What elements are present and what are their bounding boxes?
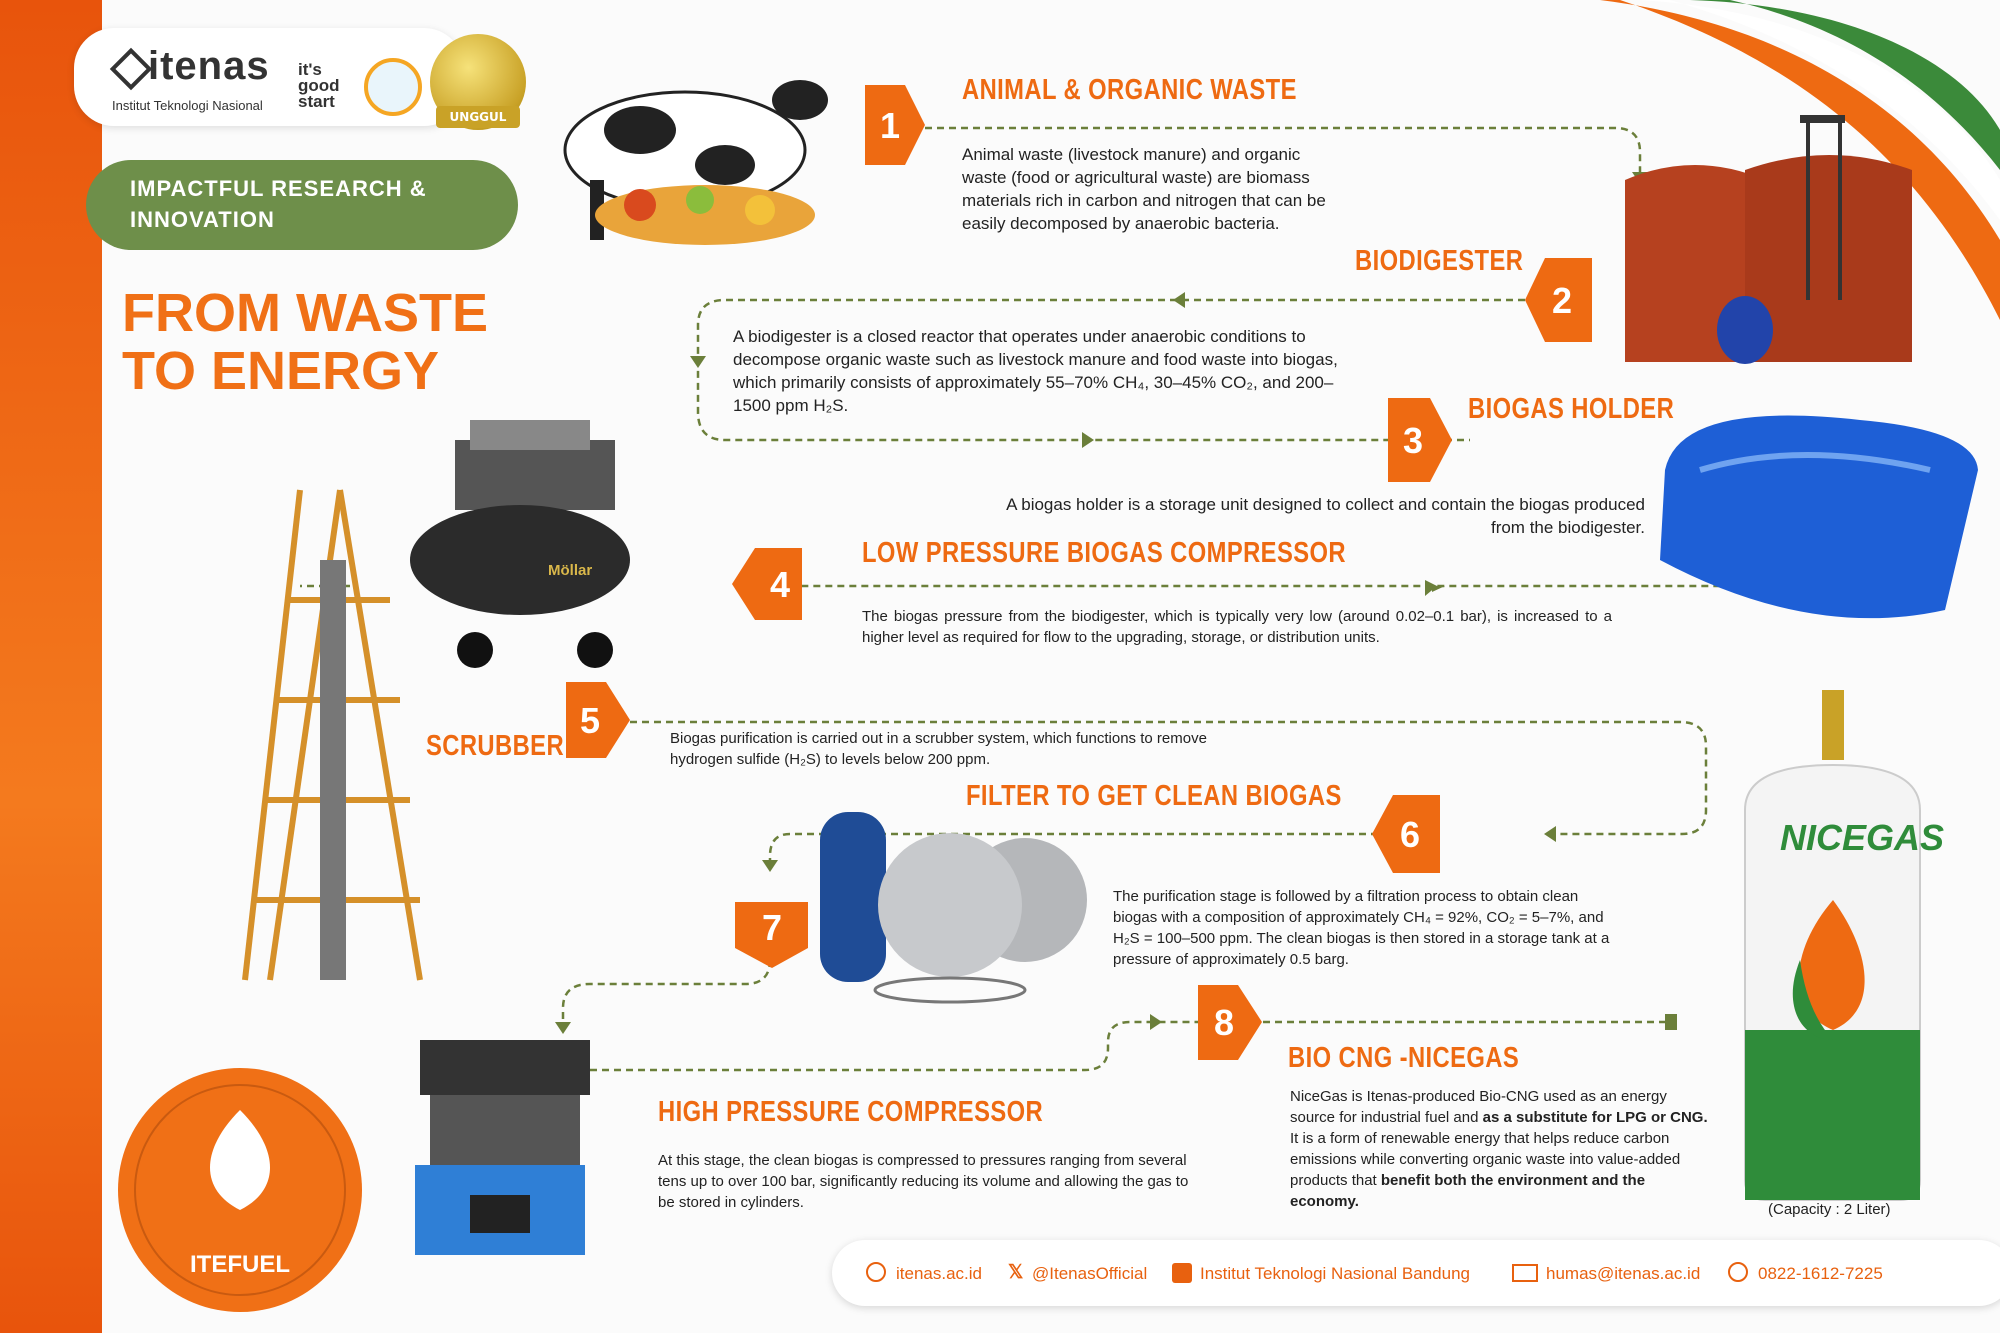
- nicegas-cylinder-illustration: [1745, 690, 1944, 1200]
- cylinder-brand-label: NICEGAS: [1780, 817, 1945, 858]
- step-number-3: 3: [1402, 420, 1424, 461]
- itefuel-logo: [118, 1068, 362, 1312]
- step-title-5: SCRUBBER: [426, 730, 565, 762]
- step-description-8: NiceGas is Itenas-produced Bio-CNG used as an energy source for industrial fuel and as a substitute for LPG or CNG. It is a form of renewable energy that helps reduce carbon emissions while converting organic waste into value-added products that benefit both the environment and the economy.: [1290, 1088, 1708, 1210]
- biodigester-illustration: [1625, 115, 1912, 364]
- step-title-4: LOW PRESSURE BIOGAS COMPRESSOR: [862, 537, 1346, 569]
- step-title-6: FILTER TO GET CLEAN BIOGAS: [966, 780, 1342, 812]
- step-number-2: 2: [1551, 280, 1573, 321]
- step-title-8: BIO CNG -NICEGAS: [1288, 1042, 1520, 1074]
- medal-label: UNGGUL: [436, 106, 520, 128]
- scrubber-tower-illustration: [245, 490, 420, 980]
- step-number-6: 6: [1399, 814, 1421, 855]
- itefuel-label: ITEFUEL: [190, 1251, 290, 1278]
- compressor-brand-label: Möllar: [548, 562, 593, 579]
- step-number-5: 5: [579, 700, 601, 741]
- website-link[interactable]: itenas.ac.id: [896, 1264, 982, 1283]
- step-title-3: BIOGAS HOLDER: [1468, 393, 1675, 425]
- cow-waste-illustration: [565, 80, 828, 245]
- step-number-8: 8: [1213, 1002, 1235, 1043]
- step-title-7: HIGH PRESSURE COMPRESSOR: [658, 1096, 1044, 1128]
- filter-tanks-illustration: [820, 812, 1087, 1002]
- category-pill: IMPACTFUL RESEARCH & INNOVATION: [86, 160, 518, 250]
- email-link[interactable]: humas@itenas.ac.id: [1546, 1264, 1701, 1283]
- step-badge-4: [732, 548, 802, 620]
- step-description-6: The purification stage is followed by a filtration process to obtain clean biogas with a composition of approximately CH₄ = 92%, CO₂ = 5–7%, and H₂S = 100–500 ppm. The clean biogas is then stored in a storage tank at a pressure of approximately 0.5 barg.: [1113, 888, 1610, 968]
- hero-title: FROM WASTE TO ENERGY: [122, 283, 488, 401]
- step-number-1: 1: [879, 105, 901, 146]
- step-number-4: 4: [769, 564, 791, 605]
- facebook-icon: [1172, 1263, 1192, 1283]
- logo-text: itenas: [148, 44, 270, 88]
- logo-subtitle: Institut Teknologi Nasional: [112, 98, 263, 113]
- cylinder-capacity: (Capacity : 2 Liter): [1768, 1201, 1891, 1218]
- step-description-4: The biogas pressure from the biodigester, which is typically very low (around 0.02–0.1 bar), is increased to a higher level as required for flow to the upgrading, storage, or distribution units.: [862, 608, 1612, 646]
- high-pressure-compressor-illustration: [415, 1040, 590, 1255]
- whatsapp-link[interactable]: 0822-1612-7225: [1758, 1264, 1883, 1283]
- x-handle-link[interactable]: @ItenasOfficial: [1032, 1264, 1148, 1283]
- step-description-1: Animal waste (livestock manure) and organic waste (food or agricultural waste) are biomass materials rich in carbon and nitrogen that can be easily decomposed by anaerobic bacteria.: [962, 145, 1326, 233]
- step-description-7: At this stage, the clean biogas is compressed to pressures ranging from several tens up to over 100 bar, significantly reducing its volume and allowing the gas to be stored in cylinders.: [658, 1152, 1189, 1211]
- low-pressure-compressor-illustration: [410, 420, 630, 668]
- step-description-2: A biodigester is a closed reactor that operates under anaerobic conditions to decompose organic waste such as livestock manure and food waste into biogas, which primarily consists of approximately 55–70% CH₄, 30–45% CO₂, and 200–1500 ppm H₂S.: [733, 327, 1338, 415]
- whatsapp-icon: [1728, 1262, 1748, 1282]
- step-number-7: 7: [761, 907, 783, 948]
- globe-icon: [866, 1262, 886, 1282]
- x-icon: 𝕏: [1008, 1262, 1024, 1283]
- step-description-5: Biogas purification is carried out in a scrubber system, which functions to remove hydrogen sulfide (H₂S) to levels below 200 ppm.: [670, 730, 1207, 768]
- email-icon: [1512, 1264, 1538, 1282]
- tagline: it's good start: [298, 60, 340, 111]
- biogas-holder-illustration: [1660, 416, 1978, 619]
- step-title-2: BIODIGESTER: [1355, 245, 1524, 277]
- facebook-link[interactable]: Institut Teknologi Nasional Bandung: [1200, 1264, 1470, 1283]
- step-title-1: ANIMAL & ORGANIC WASTE: [962, 74, 1297, 106]
- step-description-3: A biogas holder is a storage unit designed to collect and contain the biogas produced from the biodigester.: [1006, 495, 1645, 537]
